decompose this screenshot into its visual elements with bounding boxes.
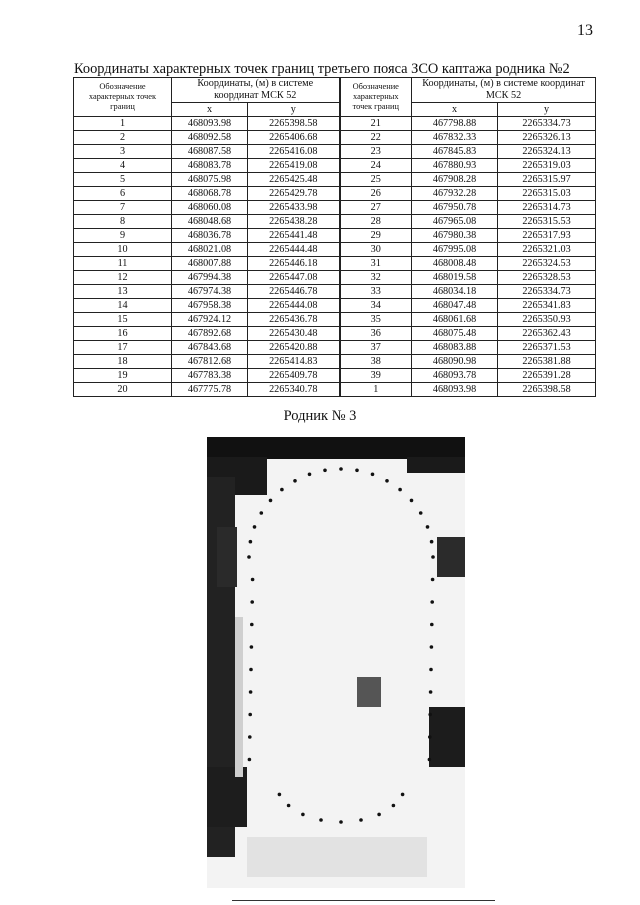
point-number: 20	[74, 383, 172, 397]
x-coordinate: 467994.38	[172, 271, 248, 285]
boundary-point-marker	[371, 473, 375, 477]
x-coordinate: 468083.78	[172, 159, 248, 173]
boundary-point-marker	[247, 555, 251, 559]
x-coordinate: 467908.28	[412, 173, 498, 187]
y-coordinate: 2265324.13	[498, 145, 596, 159]
y-coordinate: 2265447.08	[248, 271, 340, 285]
boundary-point-marker	[428, 713, 432, 717]
y-coordinate: 2265444.48	[248, 243, 340, 257]
y-coordinate: 2265409.78	[248, 369, 340, 383]
y-coordinate: 2265446.18	[248, 257, 340, 271]
boundary-point-marker	[410, 499, 414, 503]
x-coordinate: 467974.38	[172, 285, 248, 299]
table-row	[74, 173, 596, 187]
boundary-point-marker	[260, 511, 264, 515]
boundary-point-marker	[319, 818, 323, 822]
table-row	[74, 369, 596, 383]
table-row	[74, 257, 596, 271]
y-coordinate: 2265438.28	[248, 215, 340, 229]
boundary-point-marker	[430, 623, 434, 627]
boundary-point-marker	[430, 540, 434, 544]
boundary-point-marker	[301, 813, 305, 817]
boundary-point-marker	[339, 820, 343, 824]
point-number: 32	[340, 271, 412, 285]
point-number: 22	[340, 131, 412, 145]
x-coordinate: 468036.78	[172, 229, 248, 243]
table-row	[74, 285, 596, 299]
table-row	[74, 313, 596, 327]
point-number: 5	[74, 173, 172, 187]
point-number: 12	[74, 271, 172, 285]
table-row	[74, 383, 596, 397]
table-row	[74, 327, 596, 341]
y-coordinate: 2265321.03	[498, 243, 596, 257]
y-coordinate: 2265425.48	[248, 173, 340, 187]
x-coordinate: 467932.28	[412, 187, 498, 201]
x-coordinate: 467775.78	[172, 383, 248, 397]
boundary-point-marker	[392, 804, 396, 808]
point-number: 6	[74, 187, 172, 201]
x-coordinate: 468083.88	[412, 341, 498, 355]
point-number: 9	[74, 229, 172, 243]
point-number: 1	[340, 383, 412, 397]
boundary-point-marker	[428, 735, 432, 739]
y-coordinate: 2265371.53	[498, 341, 596, 355]
y-coordinate: 2265317.93	[498, 229, 596, 243]
boundary-point-marker	[339, 467, 343, 471]
y-header: y	[248, 103, 340, 117]
y-coordinate: 2265340.78	[248, 383, 340, 397]
y-coordinate: 2265398.58	[498, 383, 596, 397]
boundary-point-marker	[429, 668, 433, 672]
table-row	[74, 215, 596, 229]
x-coordinate: 467950.78	[412, 201, 498, 215]
point-number: 1	[74, 117, 172, 131]
boundary-point-marker	[431, 578, 435, 582]
x-coordinate: 467980.38	[412, 229, 498, 243]
boundary-point-marker	[249, 690, 253, 694]
x-coordinate: 467924.12	[172, 313, 248, 327]
x-coordinate: 467995.08	[412, 243, 498, 257]
x-coordinate: 468075.98	[172, 173, 248, 187]
point-number: 36	[340, 327, 412, 341]
table-title: Координаты характерных точек границ третьего пояса ЗСО каптажа родника №2	[74, 61, 570, 77]
x-coordinate: 467845.83	[412, 145, 498, 159]
y-coordinate: 2265315.97	[498, 173, 596, 187]
y-coordinate: 2265406.68	[248, 131, 340, 145]
page-number: 13	[577, 22, 593, 39]
x-coordinate: 467812.68	[172, 355, 248, 369]
point-number: 39	[340, 369, 412, 383]
y-coordinate: 2265398.58	[248, 117, 340, 131]
y-coordinate: 2265444.08	[248, 299, 340, 313]
point-number: 31	[340, 257, 412, 271]
table-row	[74, 187, 596, 201]
x-coordinate: 468007.88	[172, 257, 248, 271]
y-coordinate: 2265420.88	[248, 341, 340, 355]
point-number: 21	[340, 117, 412, 131]
point-number: 35	[340, 313, 412, 327]
photo-caption: Родник № 3	[283, 408, 357, 424]
table-row	[74, 355, 596, 369]
spring-boundary-photo	[207, 437, 465, 888]
point-number: 23	[340, 145, 412, 159]
point-number: 10	[74, 243, 172, 257]
point-number: 33	[340, 285, 412, 299]
boundary-point-marker	[426, 525, 430, 529]
x-coordinate: 468048.68	[172, 215, 248, 229]
y-coordinate: 2265334.73	[498, 285, 596, 299]
point-number: 3	[74, 145, 172, 159]
boundary-point-marker	[280, 488, 284, 492]
point-number: 28	[340, 215, 412, 229]
point-number: 13	[74, 285, 172, 299]
y-coordinate: 2265416.08	[248, 145, 340, 159]
x-coordinate: 468090.98	[412, 355, 498, 369]
point-number: 16	[74, 327, 172, 341]
boundary-point-marker	[430, 600, 434, 604]
y-coordinate: 2265414.83	[248, 355, 340, 369]
point-number: 29	[340, 229, 412, 243]
point-number: 17	[74, 341, 172, 355]
x-coordinate: 467892.68	[172, 327, 248, 341]
y-coordinate: 2265446.78	[248, 285, 340, 299]
boundary-point-marker	[419, 511, 423, 515]
x-coordinate: 467798.88	[412, 117, 498, 131]
boundary-point-marker	[293, 479, 297, 483]
point-number: 25	[340, 173, 412, 187]
table-row	[74, 271, 596, 285]
coords-header: Координаты, (м) в системе координат МСК 52	[172, 78, 340, 103]
x-coordinate: 467832.33	[412, 131, 498, 145]
boundary-point-marker	[249, 540, 253, 544]
point-number: 24	[340, 159, 412, 173]
y-coordinate: 2265433.98	[248, 201, 340, 215]
x-coordinate: 468092.58	[172, 131, 248, 145]
table-row	[74, 229, 596, 243]
table-row	[74, 341, 596, 355]
boundary-point-marker	[323, 469, 327, 473]
boundary-point-marker	[249, 668, 253, 672]
point-label-header: Обозначение характерных точек границ	[74, 78, 172, 117]
boundary-point-marker	[269, 499, 273, 503]
y-coordinate: 2265391.28	[498, 369, 596, 383]
point-label-header-2: Обозначение характерных точек границ	[340, 78, 412, 117]
boundary-point-marker	[278, 793, 282, 797]
x-coordinate: 468087.58	[172, 145, 248, 159]
y-coordinate: 2265341.83	[498, 299, 596, 313]
table-row	[74, 145, 596, 159]
point-number: 34	[340, 299, 412, 313]
boundary-point-marker	[250, 600, 254, 604]
boundary-point-marker	[248, 758, 252, 762]
point-number: 8	[74, 215, 172, 229]
point-number: 19	[74, 369, 172, 383]
y-coordinate: 2265319.03	[498, 159, 596, 173]
y-coordinate: 2265381.88	[498, 355, 596, 369]
y-coordinate: 2265350.93	[498, 313, 596, 327]
x-header-2: x	[412, 103, 498, 117]
boundary-point-marker	[385, 479, 389, 483]
table-row	[74, 201, 596, 215]
boundary-point-marker	[248, 735, 252, 739]
boundary-point-marker	[431, 555, 435, 559]
point-number: 26	[340, 187, 412, 201]
y-coordinate: 2265362.43	[498, 327, 596, 341]
x-coordinate: 467843.68	[172, 341, 248, 355]
x-header: x	[172, 103, 248, 117]
x-coordinate: 468060.08	[172, 201, 248, 215]
boundary-point-marker	[253, 525, 257, 529]
y-coordinate: 2265419.08	[248, 159, 340, 173]
x-coordinate: 468093.78	[412, 369, 498, 383]
y-coordinate: 2265315.03	[498, 187, 596, 201]
boundary-point-marker	[398, 488, 402, 492]
point-number: 7	[74, 201, 172, 215]
x-coordinate: 468019.58	[412, 271, 498, 285]
table-row	[74, 117, 596, 131]
point-number: 27	[340, 201, 412, 215]
table-row	[74, 243, 596, 257]
y-coordinate: 2265324.53	[498, 257, 596, 271]
point-number: 30	[340, 243, 412, 257]
boundary-point-marker	[287, 804, 291, 808]
y-coordinate: 2265328.53	[498, 271, 596, 285]
boundary-point-marker	[428, 758, 432, 762]
boundary-point-marker	[359, 818, 363, 822]
boundary-point-marker	[308, 473, 312, 477]
x-coordinate: 467965.08	[412, 215, 498, 229]
point-number: 11	[74, 257, 172, 271]
boundary-point-marker	[250, 623, 254, 627]
x-coordinate: 468034.18	[412, 285, 498, 299]
boundary-point-marker	[401, 793, 405, 797]
coords-header-2: Координаты, (м) в системе координат МСК 52	[412, 78, 596, 103]
boundary-point-marker	[429, 690, 433, 694]
y-header-2: y	[498, 103, 596, 117]
x-coordinate: 468093.98	[172, 117, 248, 131]
y-coordinate: 2265430.48	[248, 327, 340, 341]
boundary-point-marker	[248, 713, 252, 717]
point-number: 2	[74, 131, 172, 145]
x-coordinate: 467958.38	[172, 299, 248, 313]
point-number: 18	[74, 355, 172, 369]
point-number: 37	[340, 341, 412, 355]
y-coordinate: 2265436.78	[248, 313, 340, 327]
x-coordinate: 468061.68	[412, 313, 498, 327]
table-row	[74, 299, 596, 313]
point-number: 4	[74, 159, 172, 173]
point-number: 38	[340, 355, 412, 369]
x-coordinate: 468021.08	[172, 243, 248, 257]
y-coordinate: 2265334.73	[498, 117, 596, 131]
y-coordinate: 2265315.53	[498, 215, 596, 229]
coordinates-table	[73, 77, 596, 397]
table-row	[74, 131, 596, 145]
y-coordinate: 2265314.73	[498, 201, 596, 215]
boundary-point-marker	[430, 645, 434, 649]
x-coordinate: 468008.48	[412, 257, 498, 271]
x-coordinate: 468068.78	[172, 187, 248, 201]
boundary-point-marker	[377, 813, 381, 817]
boundary-point-marker	[355, 469, 359, 473]
y-coordinate: 2265326.13	[498, 131, 596, 145]
point-number: 14	[74, 299, 172, 313]
coordinates-table-body	[74, 117, 596, 397]
point-number: 15	[74, 313, 172, 327]
y-coordinate: 2265429.78	[248, 187, 340, 201]
footer-rule	[232, 900, 495, 901]
x-coordinate: 467880.93	[412, 159, 498, 173]
table-row	[74, 159, 596, 173]
x-coordinate: 468093.98	[412, 383, 498, 397]
boundary-point-marker	[251, 578, 255, 582]
boundary-point-marker	[250, 645, 254, 649]
y-coordinate: 2265441.48	[248, 229, 340, 243]
x-coordinate: 467783.38	[172, 369, 248, 383]
x-coordinate: 468047.48	[412, 299, 498, 313]
x-coordinate: 468075.48	[412, 327, 498, 341]
